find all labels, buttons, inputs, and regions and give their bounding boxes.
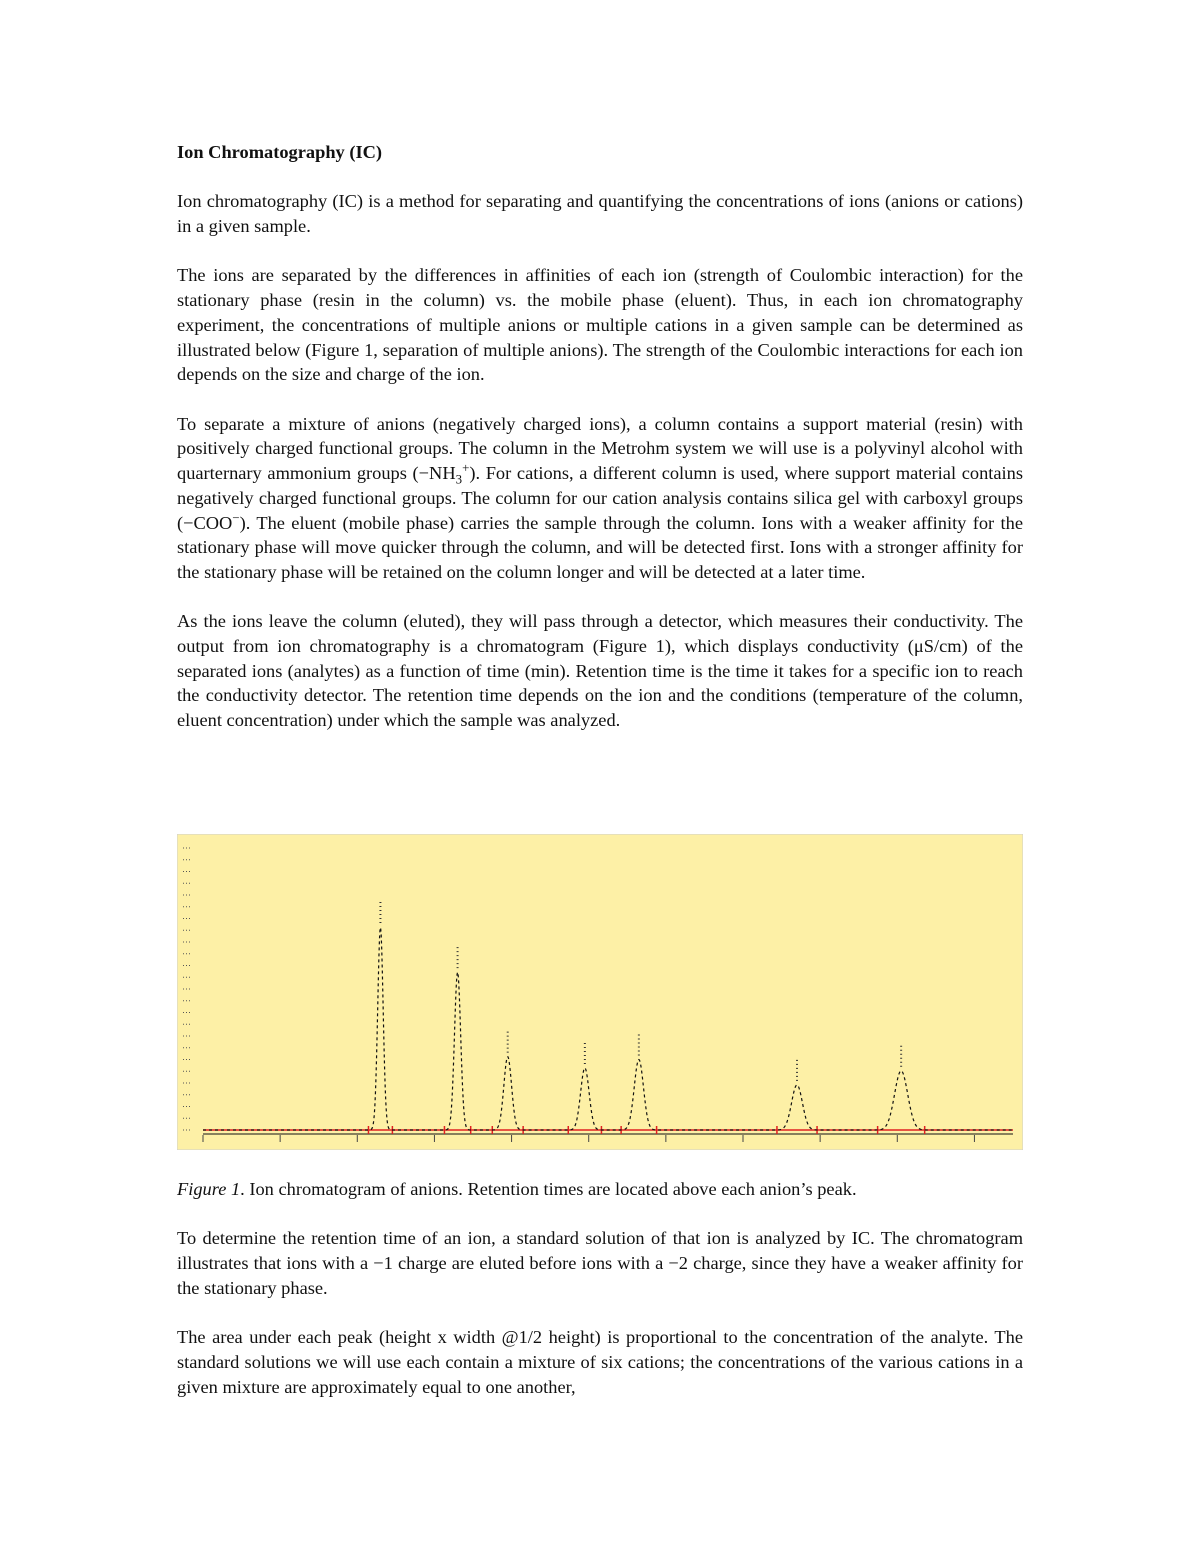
subscript-3: 3: [455, 472, 463, 487]
paragraph-columns-part-1: To separate a mixture of anions (negatively charged ions), a column contains a support material (resin) with positively charged functional groups. The column in the Metrohm system we will use is a polyvinyl alcohol with quarternary ammonium groups (−NH: [177, 413, 1023, 484]
paragraph-intro: Ion chromatography (IC) is a method for separating and quantifying the concentrations of ions (anions or cations) in a given sample.: [177, 191, 1023, 237]
chart-background: [177, 834, 1023, 1150]
figure-caption: [177, 1177, 1023, 1202]
paragraph-retention: To determine the retention time of an ion, a standard solution of that ion is analyzed by IC. The chromatogram illustrates that ions with a −1 charge are eluted before ions with a −2 charge, since they have a weaker affinity for the stationary phase.: [177, 1228, 1023, 1298]
caption-text: . Ion chromatogram of anions. Retention times are located above each anion’s peak.: [240, 1179, 857, 1199]
paragraph-columns-part-3: ). The eluent (mobile phase) carries the sample through the column. Ions with a weaker affinity for the stationary phase will move quicker through the column, and will be detected first. Ions with a stronger affinity for the stationary phase will be retained on the column longer and will be detected at a later time.: [177, 512, 1023, 582]
superscript-minus: −: [232, 510, 240, 525]
document-lower: [177, 1177, 1023, 1424]
chromatogram-figure: [177, 834, 1023, 1150]
paragraph-detection: As the ions leave the column (eluted), they will pass through a detector, which measures their conductivity. The output from ion chromatography is a chromatogram (Figure 1), which displays conductivity (μS/cm) of the separated ions (analytes) as a function of time (min). Retention time is the time it takes for a specific ion to reach the conductivity detector. The retention time depends on the ion and the conditions (temperature of the column, eluent concentration) under which the sample was analyzed.: [177, 611, 1023, 731]
document-body: [177, 140, 1023, 758]
paragraph-area: The area under each peak (height x width @1/2 height) is proportional to the concentration of the analyte. The standard solutions we will use each contain a mixture of six cations; the concentrations of the various cations in a given mixture are approximately equal to one another,: [177, 1327, 1023, 1397]
chromatogram-chart: [177, 834, 1023, 1150]
superscript-plus: +: [462, 460, 470, 475]
paragraph-separation: The ions are separated by the differences in affinities of each ion (strength of Coulombic interaction) for the stationary phase (resin in the column) vs. the mobile phase (eluent). Thus, in each ion chromatography experiment, the concentrations of multiple anions or multiple cations in a given sample can be determined as illustrated below (Figure 1, separation of multiple anions). The strength of the Coulombic interactions for each ion depends on the size and charge of the ion.: [177, 265, 1023, 385]
paragraph-columns-part-2: ). For cations, a different column is used, where support material contains negatively charged functional groups. The column for our cation analysis contains silica gel with carboxyl groups (−COO: [177, 463, 1024, 533]
paragraph-columns: [177, 412, 1023, 585]
page-title: Ion Chromatography (IC): [177, 142, 383, 162]
caption-label: Figure 1: [177, 1179, 241, 1199]
